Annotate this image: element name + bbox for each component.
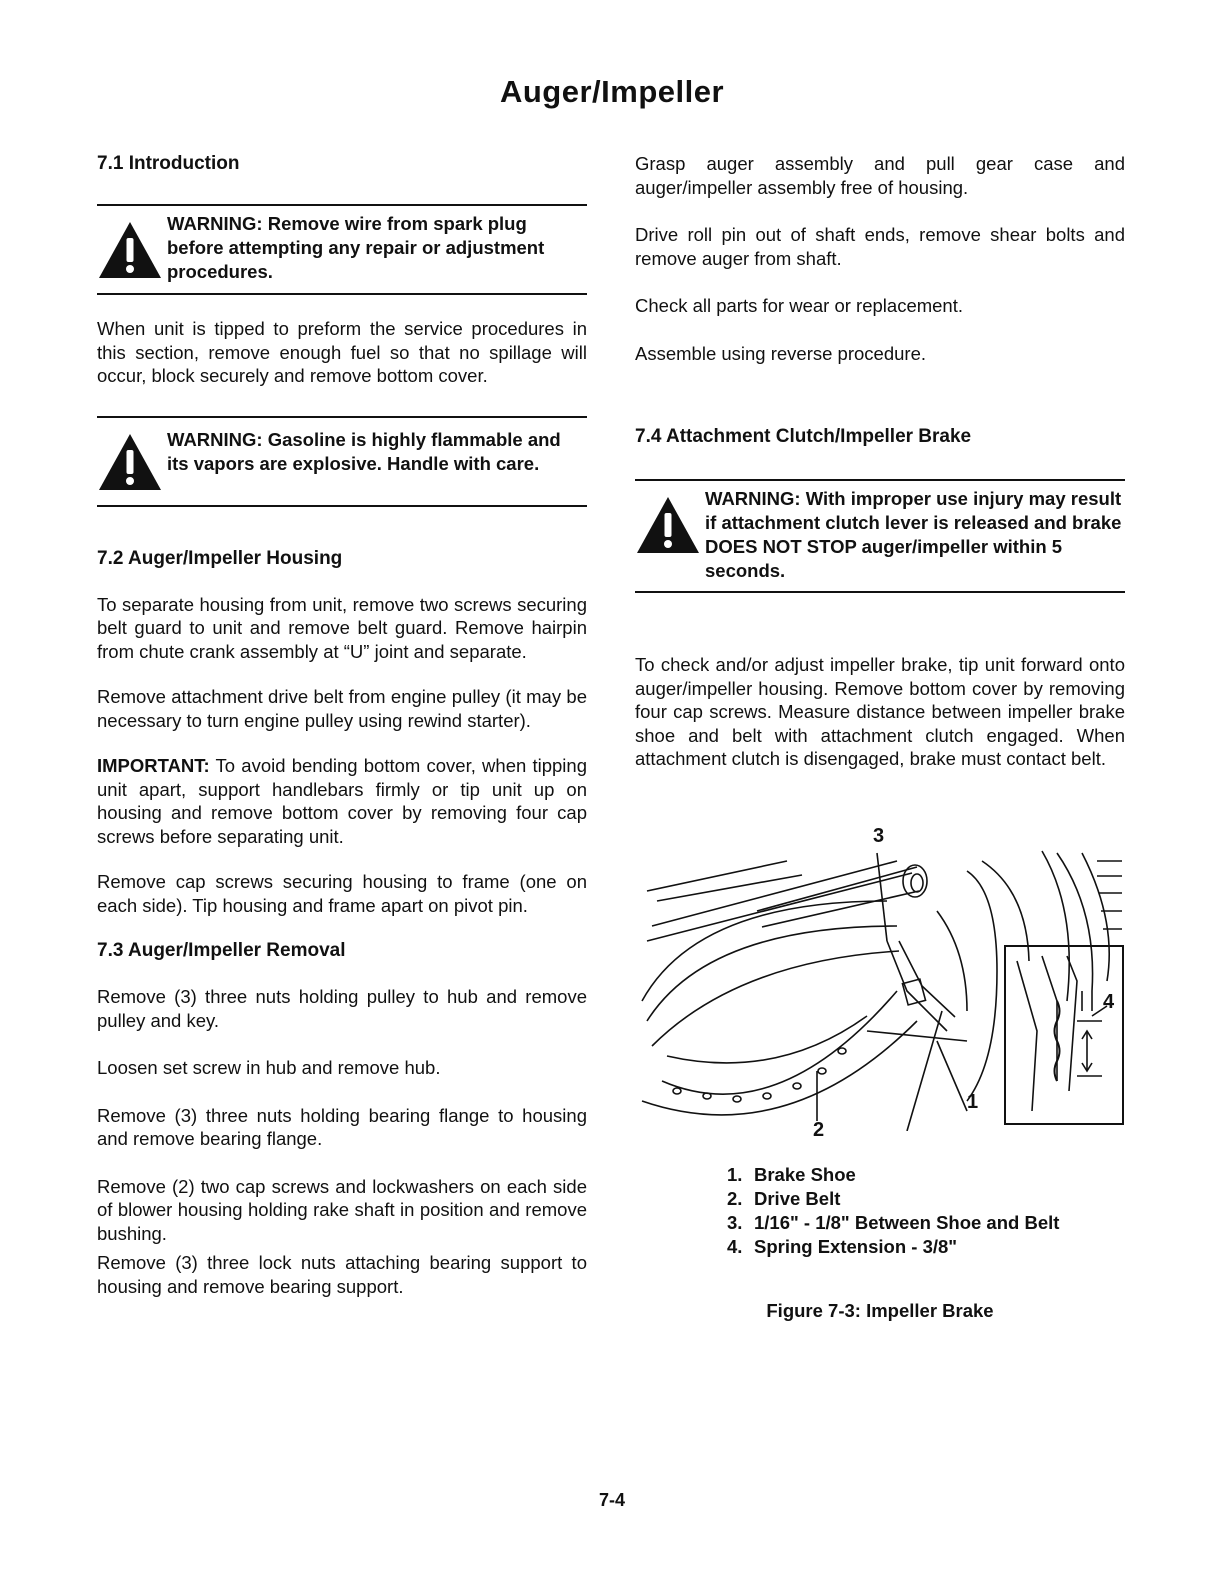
section-7-4-heading: 7.4 Attachment Clutch/Impeller Brake	[635, 426, 972, 447]
page-title: Auger/Impeller	[499, 74, 725, 109]
paragraph-separate-housing: To separate housing from unit, remove two screws securing belt guard to unit and remove belt guard. Remove hairpin from chute crank assembly at “U” joint and separate.	[97, 593, 587, 662]
warning-box-gasoline	[97, 416, 587, 507]
paragraph-remove-pulley: Remove (3) three nuts holding pulley to hub and remove pulley and key.	[97, 986, 587, 1031]
important-label: IMPORTANT:	[97, 755, 210, 776]
section-7-3-heading: 7.3 Auger/Impeller Removal	[97, 940, 346, 961]
figure-caption: Figure 7-3: Impeller Brake	[766, 1299, 994, 1321]
legend-item: 1. Brake Shoe	[727, 1163, 856, 1185]
section-7-2-heading: 7.2 Auger/Impeller Housing	[97, 547, 343, 569]
legend-item: 4. Spring Extension - 3/8"	[727, 1235, 958, 1257]
left-column	[97, 152, 587, 1298]
paragraph-drive-roll-pin: Drive roll pin out of shaft ends, remove shear bolts and remove auger from shaft.	[635, 224, 1125, 269]
paragraph-remove-cap-screws: Remove cap screws securing housing to frame (one on each side). Tip housing and frame apart on pivot pin.	[97, 871, 587, 916]
impeller-brake-drawing	[637, 831, 1125, 1131]
figure-label-2: 2	[813, 1118, 825, 1141]
figure-legend	[635, 1163, 1125, 1259]
figure-label-1: 1	[967, 1090, 979, 1113]
paragraph-important	[97, 754, 587, 848]
impeller-brake-figure	[637, 824, 1125, 1141]
right-column	[635, 152, 1125, 1322]
paragraph-loosen-set-screw: Loosen set screw in hub and remove hub.	[97, 1057, 441, 1078]
warning-triangle-icon	[97, 220, 167, 285]
paragraph-remove-bushing: Remove (2) two cap screws and lockwashers on each side of blower housing holding rake shaft in position and remove bushing.	[97, 1175, 587, 1244]
page-number: 7-4	[598, 1490, 625, 1510]
paragraph-assemble: Assemble using reverse procedure.	[635, 342, 927, 364]
warning-text: WARNING: With improper use injury may result if attachment clutch lever is released and brake DOES NOT STOP auger/impeller within 5 seconds.	[705, 488, 1122, 581]
warning-triangle-icon	[97, 432, 167, 497]
paragraph-grasp-auger: Grasp auger assembly and pull gear case and auger/impeller assembly free of housing.	[635, 153, 1125, 198]
figure-label-3: 3	[873, 824, 885, 847]
paragraph-remove-bearing-support: Remove (3) three lock nuts attaching bearing support to housing and remove bearing support.	[97, 1252, 587, 1297]
warning-box-clutch	[635, 479, 1125, 593]
section-7-1-heading: 7.1 Introduction	[97, 153, 240, 174]
paragraph-check-parts: Check all parts for wear or replacement.	[635, 295, 963, 316]
important-text: To avoid bending bottom cover, when tipping unit apart, support handlebars firmly or tip unit up on housing and remove bottom cover by removing four cap screws before separating unit.	[97, 755, 587, 847]
legend-item: 2. Drive Belt	[727, 1187, 841, 1209]
warning-text: WARNING: Remove wire from spark plug before attempting any repair or adjustment procedures.	[167, 213, 545, 282]
paragraph-remove-bearing-flange: Remove (3) three nuts holding bearing flange to housing and remove bearing flange.	[97, 1104, 587, 1149]
warning-box-spark-plug	[97, 204, 587, 295]
figure-label-4: 4	[1103, 990, 1115, 1013]
paragraph-check-brake: To check and/or adjust impeller brake, tip unit forward onto auger/impeller housing. Remove bottom cover by removing four cap screws. Measure distance between impeller brake shoe and belt with attachment clutch engaged. When attachment clutch is disengaged, brake must contact belt.	[635, 654, 1125, 769]
warning-text: WARNING: Gasoline is highly flammable and its vapors are explosive. Handle with care.	[167, 428, 561, 474]
warning-triangle-icon	[635, 495, 705, 560]
paragraph-remove-drive-belt: Remove attachment drive belt from engine pulley (it may be necessary to turn engine pulley using rewind starter).	[97, 686, 587, 731]
paragraph-tipped-unit: When unit is tipped to preform the service procedures in this section, remove enough fuel so that no spillage will occur, block securely and remove bottom cover.	[97, 318, 587, 386]
legend-item: 3. 1/16" - 1/8" Between Shoe and Belt	[727, 1211, 1060, 1233]
